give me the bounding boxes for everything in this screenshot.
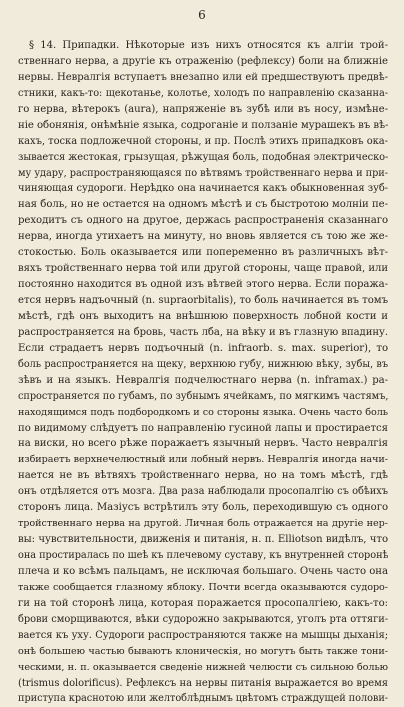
text-line: ная боль, но не остается на одномъ мѣстѣ и съ быстротою молніи пе- <box>18 199 388 211</box>
text-line: распространяется на бровь, часть лба, на вѣку и въ глазную впадину. <box>18 326 388 338</box>
text-line: ги на той сторонѣ лица, которая поражается просопалгіею, какъ-то: <box>18 597 388 609</box>
text-line: нерва, иногда утихаетъ на минуту, но вновь является съ тою же же- <box>18 231 388 243</box>
text-line: также сообщается глазному яблоку. Почти всегда оказываются судоро- <box>18 581 388 593</box>
text-line: избираетъ верхнечелюстный или лобный нервъ. Невралгія иногда начи- <box>18 454 388 466</box>
text-line: брови сморщиваются, вѣки судорожно закрываются, уголъ рта оттяги- <box>18 613 388 625</box>
text-line: онѣ большею частью бываютъ клоническія, но могутъ быть также тони- <box>18 645 388 657</box>
text-line: ніе обонянія, онѣмѣніе языка, содроганіе и ползаніе мурашекъ въ вѣ- <box>18 119 388 131</box>
text-line: онъ отдѣляется отъ мозга. Два раза наблюдали просопалгію съ обѣихъ <box>18 486 388 498</box>
text-line: реходитъ съ одного на другое, держась распространенія сказаннаго <box>18 215 388 227</box>
text-line: чиняющая судороги. Нерѣдко она начинается какъ обыкновенная зуб- <box>18 183 388 195</box>
text-line: му удару, распространяющаяся по вѣтвямъ тройственнаго нерва и при- <box>18 167 388 179</box>
text-line: находящимся подъ подбородкомъ и со стороны языка. Очень часто боль <box>18 406 388 418</box>
text-line: кахъ, тоска подложечной стороны, и пр. Послѣ этихъ припадковъ ока- <box>18 135 388 147</box>
text-line: вяхъ тройственнаго нерва той или другой стороны, чаще правой, или <box>18 263 388 275</box>
text-line: стокостью. Боль оказывается или попеременно въ различныхъ вѣт- <box>18 247 388 259</box>
text-line: ется нервъ надъочный (n. supraorbitalis), то боль начинается въ томъ <box>18 295 388 306</box>
text-line: на виски, но всего рѣже поражаетъ язычный нервъ. Часто невралгія <box>18 438 388 450</box>
text-line: спространяется по губамъ, по зубнымъ ячейкамъ, по мягкимъ частямъ, <box>18 390 388 402</box>
text-line: зывается жестокая, грызущая, рѣжущая боль, подобная электрическо- <box>18 151 388 163</box>
text-line: нается не въ вѣтвяхъ тройственнаго нерва, но на томъ мѣстѣ, гдѣ <box>18 470 388 482</box>
text-line: вается къ уху. Судороги распространяются также на мышцы дыханія; <box>18 629 388 641</box>
text-line: по видимому слѣдуетъ по направленію гусиной лапы и простирается <box>18 422 388 434</box>
text-line: ческими, н. п. оказывается сведеніе нижней челюсти съ сильною болью <box>18 661 388 673</box>
text-line: § 14. Припадки. Нѣкоторые изъ нихъ относятся къ алгіи трой- <box>29 40 388 51</box>
text-line: ственнаго нерва, а другіе къ отраженію (рефлексу) боли на ближніе <box>18 55 388 67</box>
text-line: го нерва, вѣтерокъ (aura), напряженіе въ зубѣ или въ носу, измѣне- <box>18 103 388 115</box>
text-line: (trismus dolorificus). Рефлексъ на нервы питанія выражается во время <box>18 677 388 689</box>
text-line: постоянно находится въ одной изъ вѣтвей этого нерва. Если поража- <box>18 279 388 291</box>
text-line: Если страдаетъ нервъ подъочный (n. infraorb. s. max. superior), то <box>18 342 388 354</box>
text-line: зѣвъ и на языкъ. Невралгія подчелюстнаго нерва (n. inframax.) ра- <box>18 374 388 386</box>
text-line: сторонъ лица. Мазіусъ встрѣтилъ эту боль, переходившую съ одного <box>18 502 388 514</box>
text-line: стники, какъ-то: щекотанье, колотье, холодъ по направленію сказанна- <box>18 87 388 99</box>
text-line: она простиралась по шеѣ къ плечевому суставу, къ внутренней сторонѣ <box>18 550 388 561</box>
body-text <box>18 38 388 707</box>
text-line: мѣстѣ, гдѣ онъ выходитъ на внѣшнюю поверхность лобной кости и <box>18 310 388 322</box>
text-line: вы: чувствительности, движенія и питанія, н. п. Elliotson видѣлъ, что <box>18 534 388 546</box>
text-line: приступа краснотою или желтоблѣднымъ цвѣтомъ страждущей полови- <box>18 693 388 705</box>
page-number: 6 <box>198 8 206 22</box>
text-line: плеча и ко всѣмъ пальцамъ, не исключая большаго. Очень часто она <box>18 565 388 577</box>
text-line: боль распространяется на щеку, верхнюю губу, нижнюю вѣку, зубы, въ <box>18 358 388 370</box>
text-line: нервы. Невралгія вступаетъ внезапно или ей предшествуютъ предвѣ- <box>18 71 388 83</box>
text-line: тройственнаго нерва на другой. Личная боль отражается на другіе нер- <box>18 518 388 530</box>
